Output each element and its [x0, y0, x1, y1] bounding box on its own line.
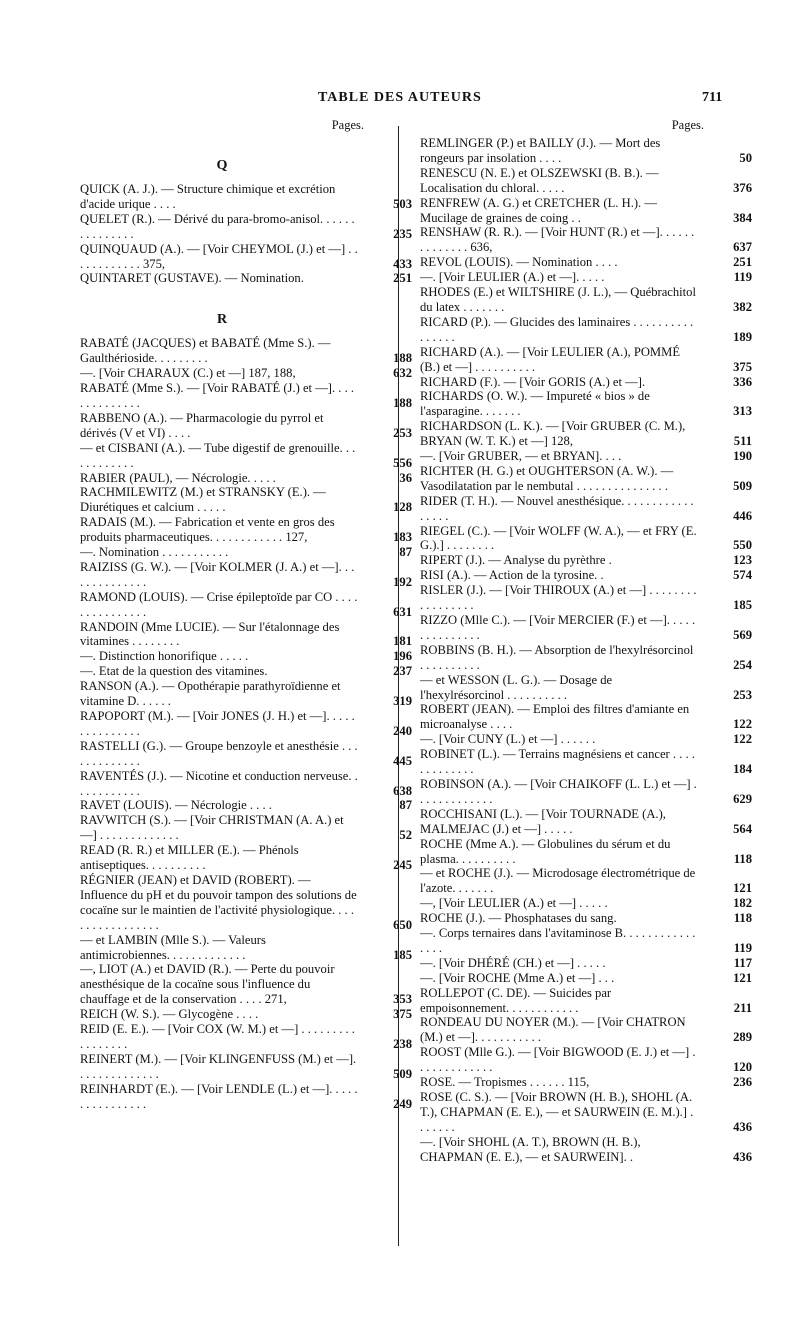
entry-page: 382 [733, 299, 752, 314]
index-entry [420, 672, 752, 703]
entry-page: 503 [393, 196, 412, 211]
entry-text: RAPOPORT (M.). — [Voir JONES (J. H.) et —]. . . . . . . . . . . . . . . [80, 709, 355, 738]
entry-text: —, LIOT (A.) et DAVID (R.). — Perte du pouvoir anesthésique de la cocaïne sous l'influence du chauffage et de la conservation . . . . 271, [80, 962, 335, 1007]
entry-page: 128 [393, 500, 412, 515]
entry-text: ROLLEPOT (C. DE). — Suicides par empoisonnement. . . . . . . . . . . . [420, 985, 612, 1015]
right-entries [420, 136, 752, 1165]
index-entry [420, 270, 752, 285]
entry-text: RAVET (LOUIS). — Nécrologie . . . . [80, 798, 272, 813]
index-entry [420, 568, 752, 583]
index-entry [80, 813, 412, 843]
entry-text: QUINQUAUD (A.). — [Voir CHEYMOL (J.) et —] . . . . . . . . . . . . 375, [80, 241, 358, 271]
index-entry [420, 970, 752, 986]
entry-page: 118 [733, 911, 752, 926]
index-entry [80, 559, 412, 590]
entry-page: 254 [733, 657, 752, 672]
index-entry [80, 440, 412, 471]
page-number: 711 [702, 90, 723, 105]
entry-page: 121 [733, 881, 752, 896]
entry-page: 637 [733, 240, 752, 255]
entry-text: RABIER (PAUL), — Nécrologie. . . . . [80, 470, 276, 485]
index-entry [420, 1015, 752, 1045]
entry-text: REINERT (M.). — [Voir KLINGENFUSS (M.) et —]. . . . . . . . . . . . . . [80, 1051, 357, 1081]
entry-text: REINHARDT (E.). — [Voir LENDLE (L.) et —]. . . . . . . . . . . . . . . . [80, 1081, 358, 1111]
entry-page: 253 [393, 425, 412, 440]
index-entry [420, 285, 752, 315]
entry-text: RASTELLI (G.). — Groupe benzoyle et anesthésie . . . . . . . . . . . . . [80, 738, 358, 768]
index-entry [80, 649, 412, 664]
index-entry [420, 866, 752, 896]
index-entry [80, 545, 412, 560]
entry-page: 336 [733, 374, 752, 389]
entry-text: ROCHE (Mme A.). — Globulines du sérum et du plasma. . . . . . . . . . [420, 836, 671, 866]
entry-page: 52 [399, 828, 412, 843]
entry-text: ROSE. — Tropismes . . . . . . 115, [420, 1075, 590, 1090]
entry-text: REICH (W. S.). — Glycogène . . . . [80, 1007, 259, 1022]
index-entry [420, 613, 752, 643]
running-title: TABLE DES AUTEURS [318, 90, 482, 105]
entry-text: — et CISBANI (A.). — Tube digestif de grenouille. . . . . . . . . . . . [80, 440, 356, 470]
entry-text: RISLER (J.). — [Voir THIROUX (A.) et —] . . . . . . . . . . . . . . . . . [420, 583, 697, 613]
entry-page: 569 [733, 627, 752, 642]
entry-text: ROBBINS (B. H.). — Absorption de l'hexylrésorcinol . . . . . . . . . . [420, 642, 694, 672]
pages-label: Pages. [331, 118, 364, 132]
index-entry [420, 776, 752, 807]
entry-text: RACHMILEWITZ (M.) et STRANSKY (E.). — Diurétiques et calcium . . . . . [80, 485, 326, 515]
entry-page: 237 [393, 664, 412, 679]
entry-page: 192 [393, 574, 412, 589]
entry-text: REMLINGER (P.) et BAILLY (J.). — Mort des rongeurs par insolation . . . . [420, 136, 661, 165]
index-entry [420, 493, 752, 524]
entry-page: 188 [393, 395, 412, 410]
index-entry [420, 419, 752, 449]
index-entry [420, 165, 752, 196]
entry-page: 120 [733, 1060, 752, 1075]
entry-page: 375 [393, 1007, 412, 1022]
index-entry [80, 962, 412, 1007]
left-column [80, 118, 412, 1111]
index-entry [80, 1022, 412, 1052]
entry-text: QUICK (A. J.). — Structure chimique et excrétion d'acide urique . . . . [80, 182, 336, 211]
entry-text: —. [Voir CUNY (L.) et —] . . . . . . [420, 732, 596, 747]
entry-page: 236 [733, 1075, 752, 1090]
entry-text: —. [Voir SHOHL (A. T.), BROWN (H. B.), CHAPMAN (E. E.), — et SAURWEIN]. . [420, 1134, 641, 1164]
entry-page: 211 [733, 1000, 752, 1015]
index-entry [420, 195, 752, 226]
entry-page: 235 [393, 226, 412, 241]
entry-text: QUELET (R.). — Dérivé du para-bromo-anisol. . . . . . . . . . . . . . . [80, 211, 355, 241]
index-entry [80, 485, 412, 515]
index-entry [80, 1081, 412, 1112]
entry-page: 574 [733, 568, 752, 583]
r-entries [80, 336, 412, 1111]
entry-page: 118 [733, 851, 752, 866]
entry-page: 249 [393, 1096, 412, 1111]
index-entry [420, 702, 752, 732]
entry-page: 185 [393, 947, 412, 962]
index-entry [80, 679, 412, 709]
entry-text: —. Nomination . . . . . . . . . . . [80, 545, 229, 560]
index-entry [420, 463, 752, 494]
entry-text: —. [Voir ROCHE (Mme A.) et —] . . . [420, 970, 615, 985]
q-entries [80, 182, 412, 286]
entry-text: RIEGEL (C.). — [Voir WOLFF (W. A.), — et FRY (E. G.).] . . . . . . . . [420, 523, 697, 553]
entry-page: 123 [733, 553, 752, 568]
entry-text: RICHARD (A.). — [Voir LEULIER (A.), POMMÉ (B.) et —] . . . . . . . . . . [420, 344, 681, 374]
entry-text: —. [Voir LEULIER (A.) et —]. . . . . [420, 270, 605, 285]
index-entry [80, 1051, 412, 1082]
index-entry [420, 911, 752, 926]
index-entry [80, 271, 412, 286]
entry-text: RISI (A.). — Action de la tyrosine. . [420, 568, 604, 583]
index-entry [80, 798, 412, 813]
index-entry [80, 381, 412, 411]
entry-text: ROSE (C. S.). — [Voir BROWN (H. B.), SHOHL (A. T.), CHAPMAN (E. E.), — et SAURWEIN (E. M.).] . . . . . . . [420, 1090, 694, 1134]
entry-page: 446 [733, 508, 752, 523]
index-entry [420, 553, 752, 568]
index-entry [80, 410, 412, 441]
entry-page: 238 [393, 1036, 412, 1051]
index-entry [80, 664, 412, 679]
entry-page: 36 [399, 470, 412, 485]
entry-page: 253 [733, 687, 752, 702]
entry-page: 319 [393, 694, 412, 709]
entry-text: —. Distinction honorifique . . . . . [80, 649, 249, 664]
entry-page: 122 [733, 717, 752, 732]
index-entry [420, 732, 752, 747]
entry-text: RIDER (T. H.). — Nouvel anesthésique. . . . . . . . . . . . . . . . . [420, 493, 694, 523]
index-entry [420, 806, 752, 837]
right-column [420, 118, 752, 1165]
entry-text: RENESCU (N. E.) et OLSZEWSKI (B. B.). — Localisation du chloral. . . . . [420, 165, 659, 195]
entry-text: ROOST (Mlle G.). — [Voir BIGWOOD (E. J.) et —] . . . . . . . . . . . . . [420, 1045, 696, 1075]
entry-text: —. [Voir CHARAUX (C.) et —] 187, 188, [80, 366, 296, 381]
entry-text: RENFREW (A. G.) et CRETCHER (L. H.). — Mucilage de graines de coing . . [420, 195, 657, 225]
entry-page: 629 [733, 791, 752, 806]
entry-page: 556 [393, 455, 412, 470]
entry-text: — et WESSON (L. G.). — Dosage de l'hexylrésorcinol . . . . . . . . . . [420, 672, 613, 702]
index-entry [420, 955, 752, 971]
entry-page: 384 [733, 210, 752, 225]
entry-page: 240 [393, 723, 412, 738]
index-entry [420, 136, 752, 166]
entry-page: 190 [733, 449, 752, 464]
index-entry [420, 1075, 752, 1090]
section-letter-r: R [216, 312, 228, 328]
entry-text: READ (R. R.) et MILLER (E.). — Phénols antiseptiques. . . . . . . . . . [80, 843, 299, 873]
index-entry [420, 583, 752, 613]
entry-text: RABATÉ (Mme S.). — [Voir RABATÉ (J.) et —]. . . . . . . . . . . . . . [80, 381, 355, 410]
entry-page: 50 [739, 150, 752, 165]
entry-text: RABATÉ (JACQUES) et BABATÉ (Mme S.). — Gaulthérioside. . . . . . . . . [80, 336, 331, 366]
entry-page: 251 [393, 271, 412, 286]
index-entry [80, 1007, 412, 1022]
entry-page: 376 [733, 180, 752, 195]
entry-page: 353 [393, 992, 412, 1007]
entry-page: 87 [399, 798, 412, 813]
index-entry [80, 470, 412, 486]
index-entry [420, 747, 752, 777]
entry-page: 638 [393, 783, 412, 798]
entry-page: 436 [733, 1149, 752, 1164]
entry-text: RAVENTÉS (J.). — Nicotine et conduction nerveuse. . . . . . . . . . . . [80, 768, 358, 798]
index-entry [420, 642, 752, 673]
entry-text: — et LAMBIN (Mlle S.). — Valeurs antimicrobiennes. . . . . . . . . . . . . [80, 932, 266, 962]
index-entry [420, 389, 752, 419]
index-entry [80, 241, 412, 272]
entry-page: 119 [733, 940, 752, 955]
index-entry [80, 843, 412, 873]
entry-text: RAVWITCH (S.). — [Voir CHRISTMAN (A. A.) et —] . . . . . . . . . . . . . [80, 813, 344, 843]
entry-text: RANSON (A.). — Opothérapie parathyroïdienne et vitamine D. . . . . . [80, 679, 341, 709]
entry-text: RICHARDSON (L. K.). — [Voir GRUBER (C. M.), BRYAN (W. T. K.) et —] 128, [420, 419, 686, 449]
entry-page: 564 [733, 821, 752, 836]
entry-text: ROBERT (JEAN). — Emploi des filtres d'amiante en microanalyse . . . . [420, 702, 690, 732]
entry-page: 509 [393, 1066, 412, 1081]
entry-text: RONDEAU DU NOYER (M.). — [Voir CHATRON (M.) et —]. . . . . . . . . . . [420, 1015, 686, 1045]
index-entry [420, 523, 752, 554]
index-entry [420, 1090, 752, 1135]
entry-page: 189 [733, 329, 752, 344]
index-entry [420, 926, 752, 956]
entry-page: 313 [733, 404, 752, 419]
entry-page: 188 [393, 351, 412, 366]
entry-page: 185 [733, 598, 752, 613]
entry-page: 183 [393, 530, 412, 545]
entry-page: 650 [393, 917, 412, 932]
index-entry [80, 336, 412, 366]
index-entry [420, 255, 752, 270]
entry-page: 509 [733, 478, 752, 493]
entry-text: RHODES (E.) et WILTSHIRE (J. L.), — Québrachitol du latex . . . . . . . [420, 285, 696, 314]
index-entry [80, 515, 412, 545]
entry-page: 632 [393, 366, 412, 381]
entry-page: 511 [733, 434, 752, 449]
index-entry [420, 314, 752, 345]
entry-page: 251 [733, 255, 752, 270]
index-entry [80, 738, 412, 769]
entry-page: 119 [733, 270, 752, 285]
index-entry [420, 374, 752, 390]
section-letter-q: Q [216, 158, 228, 173]
entry-text: RABBENO (A.). — Pharmacologie du pyrrol et dérivés (V et VI) . . . . [80, 410, 324, 440]
entry-page: 184 [733, 762, 752, 777]
entry-page: 117 [733, 955, 752, 970]
index-entry [80, 709, 412, 739]
index-entry [80, 619, 412, 650]
entry-text: QUINTARET (GUSTAVE). — Nomination. [80, 271, 304, 286]
index-entry [420, 1134, 752, 1165]
entry-text: —. [Voir GRUBER, — et BRYAN]. . . . [420, 449, 622, 464]
index-entry [80, 768, 412, 799]
entry-page: 375 [733, 359, 752, 374]
index-entry [420, 985, 752, 1016]
pages-label-right: Pages. [671, 118, 704, 132]
entry-text: RAMOND (LOUIS). — Crise épileptoïde par CO . . . . . . . . . . . . . . . [80, 589, 358, 619]
entry-page: 181 [393, 634, 412, 649]
entry-text: —. Etat de la question des vitamines. [80, 664, 268, 679]
index-entry [80, 182, 412, 212]
entry-text: REID (E. E.). — [Voir COX (W. M.) et —] . . . . . . . . . . . . . . . . . [80, 1022, 355, 1051]
entry-text: REVOL (LOUIS). — Nomination . . . . [420, 255, 618, 270]
entry-page: 182 [733, 896, 752, 911]
entry-page: 436 [733, 1119, 752, 1134]
entry-text: —. Corps ternaires dans l'avitaminose B. . . . . . . . . . . . . . . . [420, 926, 696, 955]
entry-text: ROBINSON (A.). — [Voir CHAIKOFF (L. L.) et —] . . . . . . . . . . . . . [420, 776, 697, 806]
running-header [0, 90, 800, 112]
entry-text: RICHTER (H. G.) et OUGHTERSON (A. W.). — Vasodilatation par le nembutal . . . . . . . . . . . . . . . [420, 463, 674, 493]
entry-text: RIPERT (J.). — Analyse du pyrèthre . [420, 553, 612, 568]
entry-page: 445 [393, 753, 412, 768]
index-entry [80, 211, 412, 242]
entry-text: ROCCHISANI (L.). — [Voir TOURNADE (A.), MALMEJAC (J.) et —] . . . . . [420, 806, 666, 836]
entry-text: ROCHE (J.). — Phosphatases du sang. [420, 911, 617, 926]
index-entry [80, 366, 412, 381]
entry-page: 550 [733, 538, 752, 553]
entry-text: — et ROCHE (J.). — Microdosage électrométrique de l'azote. . . . . . . [420, 866, 696, 896]
index-entry [420, 836, 752, 867]
entry-page: 196 [393, 649, 412, 664]
index-entry [420, 1045, 752, 1075]
entry-page: 122 [733, 732, 752, 747]
entry-text: RÉGNIER (JEAN) et DAVID (ROBERT). — Influence du pH et du pouvoir tampon des solutions de cocaïne sur le maintien de l'activité physiologique. . . . . . . . . . . . . . . . . [80, 872, 357, 932]
entry-text: RADAIS (M.). — Fabrication et vente en gros des produits pharmaceutiques. . . . . . . . . . . . 127, [80, 515, 335, 545]
index-entry [420, 896, 752, 911]
entry-text: —, [Voir LEULIER (A.) et —] . . . . . [420, 896, 608, 911]
entry-text: RICHARD (F.). — [Voir GORIS (A.) et —]. [420, 374, 646, 389]
index-entry [80, 932, 412, 963]
index-entry [420, 225, 752, 255]
entry-text: RICHARDS (O. W.). — Impureté « bios » de l'asparagine. . . . . . . [420, 389, 650, 419]
entry-text: RANDOIN (Mme LUCIE). — Sur l'étalonnage des vitamines . . . . . . . . [80, 619, 340, 649]
index-entry [80, 872, 412, 933]
entry-page: 631 [393, 604, 412, 619]
entry-text: —. [Voir DHÉRÉ (CH.) et —] . . . . . [420, 955, 606, 970]
index-entry [420, 344, 752, 375]
entry-text: ROBINET (L.). — Terrains magnésiens et cancer . . . . . . . . . . . . . [420, 747, 695, 777]
entry-page: 87 [399, 545, 412, 560]
entry-text: RAIZISS (G. W.). — [Voir KOLMER (J. A.) et —]. . . . . . . . . . . . . . [80, 559, 355, 589]
index-entry [420, 449, 752, 464]
index-entry [80, 589, 412, 620]
entry-page: 245 [393, 858, 412, 873]
entry-page: 121 [733, 970, 752, 985]
entry-text: RICARD (P.). — Glucides des laminaires . . . . . . . . . . . . . . . . [420, 314, 694, 344]
entry-text: RIZZO (Mlle C.). — [Voir MERCIER (F.) et —]. . . . . . . . . . . . . . . [420, 613, 696, 642]
entry-page: 433 [393, 256, 412, 271]
entry-page: 289 [733, 1030, 752, 1045]
entry-text: RENSHAW (R. R.). — [Voir HUNT (R.) et —]. . . . . . . . . . . . . . 636, [420, 225, 695, 255]
